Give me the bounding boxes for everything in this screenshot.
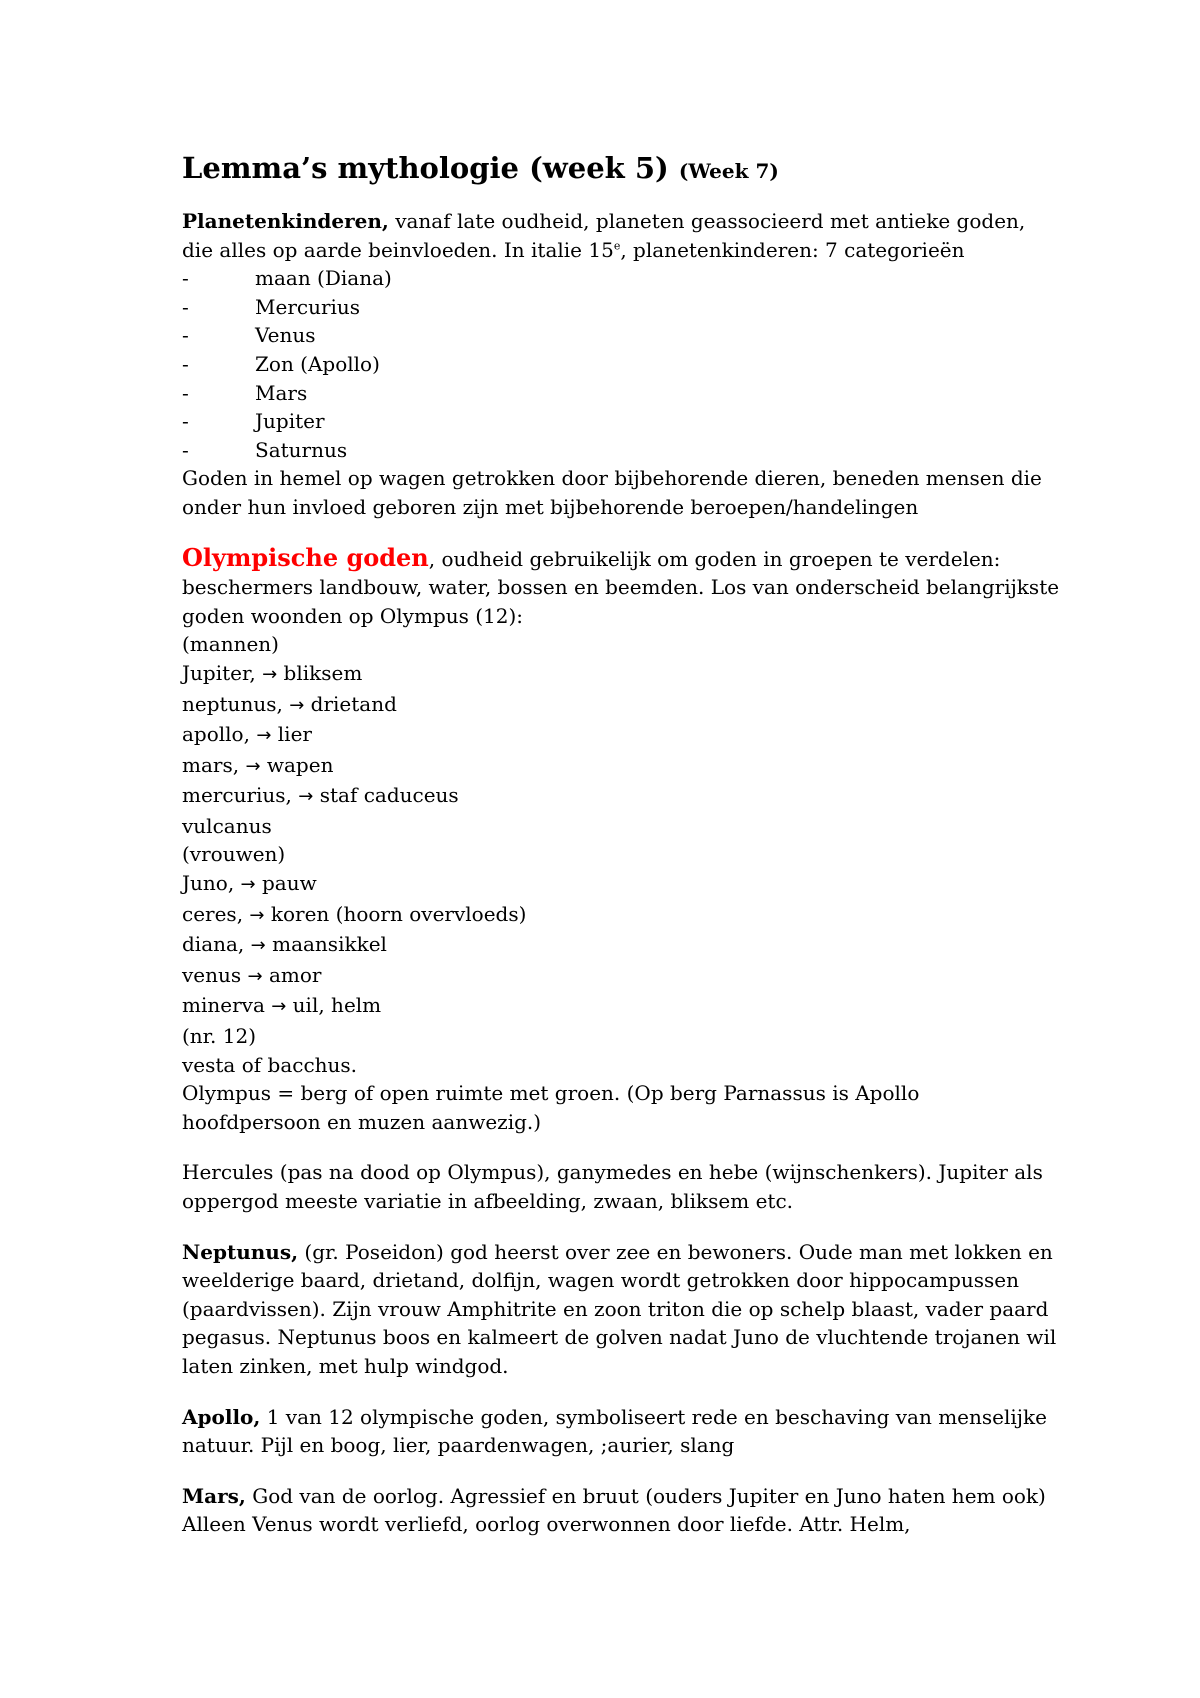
section-olympische-goden <box>182 544 1062 1137</box>
section-planetenkinderen <box>182 207 1062 522</box>
god-line <box>182 869 1062 900</box>
arrow-icon: → <box>298 786 314 808</box>
list-item-text: Zon (Apollo) <box>255 351 380 376</box>
god-name: mars, <box>182 752 246 777</box>
arrow-icon: → <box>256 725 272 747</box>
title-main: Lemma’s mythologie (week 5) <box>182 151 669 185</box>
god-name: ceres, <box>182 901 250 926</box>
god-name: venus <box>182 962 248 987</box>
god-attribute: staf caduceus <box>313 783 459 808</box>
list-item-text: maan (Diana) <box>255 266 392 291</box>
arrow-icon: → <box>245 755 261 777</box>
god-line <box>182 690 1062 721</box>
planet-list <box>182 264 1062 464</box>
olympische-intro-text: , oudheid gebruikelijk om goden in groepen te verdelen: beschermers landbouw, water, bossen en beemden. Los van onderscheid belangrijkste goden woonden op Olympus (12): <box>182 546 1060 628</box>
list-item <box>182 407 1062 436</box>
superscript-e: e <box>613 238 621 252</box>
god-line <box>182 781 1062 812</box>
god-attribute: drietand <box>304 691 397 716</box>
arrow-icon: → <box>262 663 278 685</box>
list-dash: - <box>182 351 189 376</box>
god-name: Jupiter, <box>182 660 263 685</box>
neptunus-paragraph <box>182 1238 1062 1381</box>
god-attribute: koren (hoorn overvloeds) <box>264 901 527 926</box>
god-line <box>182 961 1062 992</box>
god-line <box>182 720 1062 751</box>
list-item <box>182 293 1062 322</box>
document-page <box>182 150 1062 1561</box>
list-item-text: Jupiter <box>255 409 325 434</box>
section-apollo <box>182 1403 1062 1460</box>
god-attribute: uil, helm <box>286 993 382 1018</box>
arrow-icon: → <box>271 996 287 1018</box>
god-line <box>182 991 1062 1022</box>
god-line <box>182 659 1062 690</box>
god-attribute: bliksem <box>277 660 363 685</box>
list-item-text: Mars <box>255 380 308 405</box>
list-dash: - <box>182 380 189 405</box>
planetenkinderen-outro: Goden in hemel op wagen getrokken door bijbehorende dieren, beneden mensen die onder hun invloed geboren zijn met bijbehorende beroepen/handelingen <box>182 466 1042 519</box>
neptunus-term: Neptunus, <box>182 1239 299 1264</box>
god-attribute: maansikkel <box>265 932 387 957</box>
olympische-intro <box>182 544 1062 631</box>
nr12-label: (nr. 12) <box>182 1024 257 1049</box>
section-mars <box>182 1482 1062 1539</box>
list-item <box>182 436 1062 465</box>
olympische-term: Olympische goden <box>182 542 429 572</box>
olympus-definition: Olympus = berg of open ruimte met groen. (Op berg Parnassus is Apollo hoofdpersoon en muzen aanwezig.) <box>182 1081 920 1134</box>
women-label: (vrouwen) <box>182 842 286 867</box>
list-dash: - <box>182 323 189 348</box>
title-week7: (Week 7) <box>678 159 779 183</box>
god-attribute: amor <box>262 962 322 987</box>
apollo-term: Apollo, <box>182 1404 261 1429</box>
list-item-text: Mercurius <box>255 294 361 319</box>
arrow-icon: → <box>247 965 263 987</box>
mars-term: Mars, <box>182 1483 246 1508</box>
planetenkinderen-term: Planetenkinderen, <box>182 209 389 233</box>
arrow-icon: → <box>249 904 265 926</box>
god-name: apollo, <box>182 722 257 747</box>
section-hercules <box>182 1158 1062 1215</box>
document-title <box>182 150 1062 189</box>
god-line <box>182 930 1062 961</box>
mars-paragraph <box>182 1482 1062 1539</box>
god-name: mercurius, <box>182 783 299 808</box>
hercules-paragraph: Hercules (pas na dood op Olympus), ganymedes en hebe (wijnschenkers). Jupiter als oppergod meeste variatie in afbeelding, zwaan, bliksem etc. <box>182 1160 1043 1213</box>
arrow-icon: → <box>289 694 305 716</box>
god-line-vulcanus: vulcanus <box>182 813 272 838</box>
list-item <box>182 350 1062 379</box>
god-attribute: lier <box>271 722 312 747</box>
mars-text: God van de oorlog. Agressief en bruut (ouders Jupiter en Juno haten hem ook) Alleen Venus wordt verliefd, oorlog overwonnen door liefde. Attr. Helm, <box>182 1483 1046 1537</box>
list-dash: - <box>182 266 189 291</box>
god-line <box>182 751 1062 782</box>
neptunus-text: (gr. Poseidon) god heerst over zee en bewoners. Oude man met lokken en weelderige baard, drietand, dolfijn, wagen wordt getrokken door hippocampussen (paardvissen). Zijn vrouw Amphitrite en zoon triton die op schelp blaast, vader paard pegasus. Neptunus boos en kalmeert de golven nadat Juno de vluchtende trojanen wil laten zinken, met hulp windgod. <box>182 1239 1057 1378</box>
men-label: (mannen) <box>182 632 279 657</box>
list-item-text: Saturnus <box>255 437 348 462</box>
arrow-icon: → <box>240 874 256 896</box>
apollo-text: 1 van 12 olympische goden, symboliseert rede en beschaving van menselijke natuur. Pijl en boog, lier, paardenwagen, ;aurier, slang <box>182 1404 1047 1458</box>
god-name: diana, <box>182 932 251 957</box>
god-name: minerva <box>182 993 272 1018</box>
list-item-text: Venus <box>255 323 316 348</box>
god-attribute: pauw <box>255 871 317 896</box>
section-neptunus <box>182 1238 1062 1381</box>
apollo-paragraph <box>182 1403 1062 1460</box>
planetenkinderen-intro <box>182 207 1062 264</box>
god-attribute: wapen <box>260 752 334 777</box>
list-dash: - <box>182 409 189 434</box>
vesta-line: vesta of bacchus. <box>182 1052 358 1077</box>
list-dash: - <box>182 437 189 462</box>
planetenkinderen-intro-text-2: , planetenkinderen: 7 categorieën <box>620 237 965 262</box>
list-item <box>182 264 1062 293</box>
god-line <box>182 900 1062 931</box>
planetenkinderen-intro-text: vanaf late oudheid, planeten geassocieerd met antieke goden, die alles op aarde beinvloeden. In italie 15 <box>182 209 1026 262</box>
god-name: Juno, <box>182 871 241 896</box>
arrow-icon: → <box>250 935 266 957</box>
list-item <box>182 379 1062 408</box>
list-item <box>182 321 1062 350</box>
god-name: neptunus, <box>182 691 290 716</box>
list-dash: - <box>182 294 189 319</box>
